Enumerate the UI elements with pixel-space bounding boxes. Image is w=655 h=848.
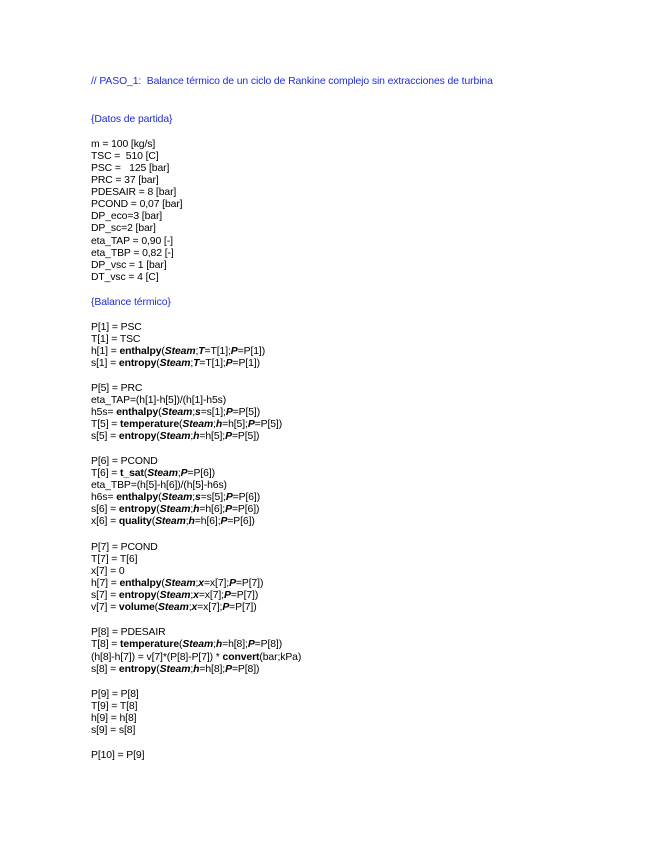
datos-line: PRC = 37 [bar] [91, 175, 159, 186]
function-name: entropy [118, 590, 157, 601]
equation-line: T[7] = T[6] [91, 554, 138, 565]
function-name: quality [118, 516, 152, 527]
function-name: volume [118, 602, 155, 613]
datos-line: eta_TBP = 0,82 [-] [91, 248, 174, 259]
equation-line: h[1] = enthalpy(Steam;T=T[1];P=P[1]) [91, 346, 266, 357]
function-name: entropy [118, 358, 157, 369]
equation-line: s[1] = entropy(Steam;T=T[1];P=P[1]) [91, 358, 260, 369]
function-name: t_sat [120, 468, 144, 479]
equation-line: h6s= enthalpy(Steam;s=s[5];P=P[6]) [91, 492, 261, 503]
datos-line: DP_eco=3 [bar] [91, 211, 163, 222]
equation-line: T[1] = TSC [91, 334, 141, 345]
equation-line: x[6] = quality(Steam;h=h[6];P=P[6]) [91, 516, 255, 527]
equation-line: s[8] = entropy(Steam;h=h[8];P=P[8]) [91, 664, 260, 675]
function-name: entropy [118, 431, 157, 442]
equation-line: h[7] = enthalpy(Steam;x=x[7];P=P[7]) [91, 578, 264, 589]
function-name: entropy [118, 504, 157, 515]
equation-line: P[8] = PDESAIR [91, 627, 166, 638]
equation-line: x[7] = 0 [91, 566, 125, 577]
equation-line: P[7] = PCOND [91, 542, 158, 553]
equation-line: eta_TBP=(h[5]-h[6])/(h[5]-h6s) [91, 480, 227, 491]
function-name: enthalpy [119, 346, 162, 357]
datos-line: eta_TAP = 0,90 [-] [91, 236, 173, 247]
datos-line: DT_vsc = 4 [C] [91, 272, 159, 283]
function-name: enthalpy [116, 492, 159, 503]
function-name: temperature [120, 419, 180, 430]
section-balance-heading: {Balance térmico} [91, 297, 171, 308]
datos-line: PCOND = 0,07 [bar] [91, 199, 183, 210]
equation-line: eta_TAP=(h[1]-h[5])/(h[1]-h5s) [91, 395, 227, 406]
equation-line: T[8] = temperature(Steam;h=h[8];P=P[8]) [91, 639, 283, 650]
function-name: temperature [120, 639, 180, 650]
equation-line: P[5] = PRC [91, 383, 143, 394]
equation-line: s[7] = entropy(Steam;x=x[7];P=P[7]) [91, 590, 259, 601]
function-name: enthalpy [116, 407, 159, 418]
equation-line: (h[8]-h[7]) = v[7]*(P[8]-P[7]) * convert(bar;kPa) [91, 652, 302, 663]
equation-line: T[9] = T[8] [91, 701, 138, 712]
equation-line: P[6] = PCOND [91, 456, 158, 467]
equation-line: s[9] = s[8] [91, 725, 136, 736]
datos-line: PDESAIR = 8 [bar] [91, 187, 177, 198]
equation-line: P[10] = P[9] [91, 750, 145, 761]
header-comment: // PASO_1: Balance térmico de un ciclo de Rankine complejo sin extracciones de turbina [91, 76, 493, 87]
equation-line: s[6] = entropy(Steam;h=h[6];P=P[6]) [91, 504, 260, 515]
function-name: enthalpy [119, 578, 162, 589]
datos-line: DP_sc=2 [bar] [91, 223, 156, 234]
equation-line: v[7] = volume(Steam;x=x[7];P=P[7]) [91, 602, 257, 613]
equation-line: s[5] = entropy(Steam;h=h[5];P=P[5]) [91, 431, 260, 442]
equation-line: P[1] = PSC [91, 322, 142, 333]
datos-line: m = 100 [kg/s] [91, 139, 156, 150]
datos-line: DP_vsc = 1 [bar] [91, 260, 167, 271]
equation-line: P[9] = P[8] [91, 689, 139, 700]
equation-line: T[5] = temperature(Steam;h=h[5];P=P[5]) [91, 419, 283, 430]
equation-line: h[9] = h[8] [91, 713, 137, 724]
function-name: convert [222, 652, 260, 663]
function-name: entropy [118, 664, 157, 675]
equation-line: h5s= enthalpy(Steam;s=s[1];P=P[5]) [91, 407, 261, 418]
datos-line: TSC = 510 [C] [91, 151, 159, 162]
datos-line: PSC = 125 [bar] [91, 163, 170, 174]
equation-line: T[6] = t_sat(Steam;P=P[6]) [91, 468, 215, 479]
section-datos-heading: {Datos de partida} [91, 114, 173, 125]
